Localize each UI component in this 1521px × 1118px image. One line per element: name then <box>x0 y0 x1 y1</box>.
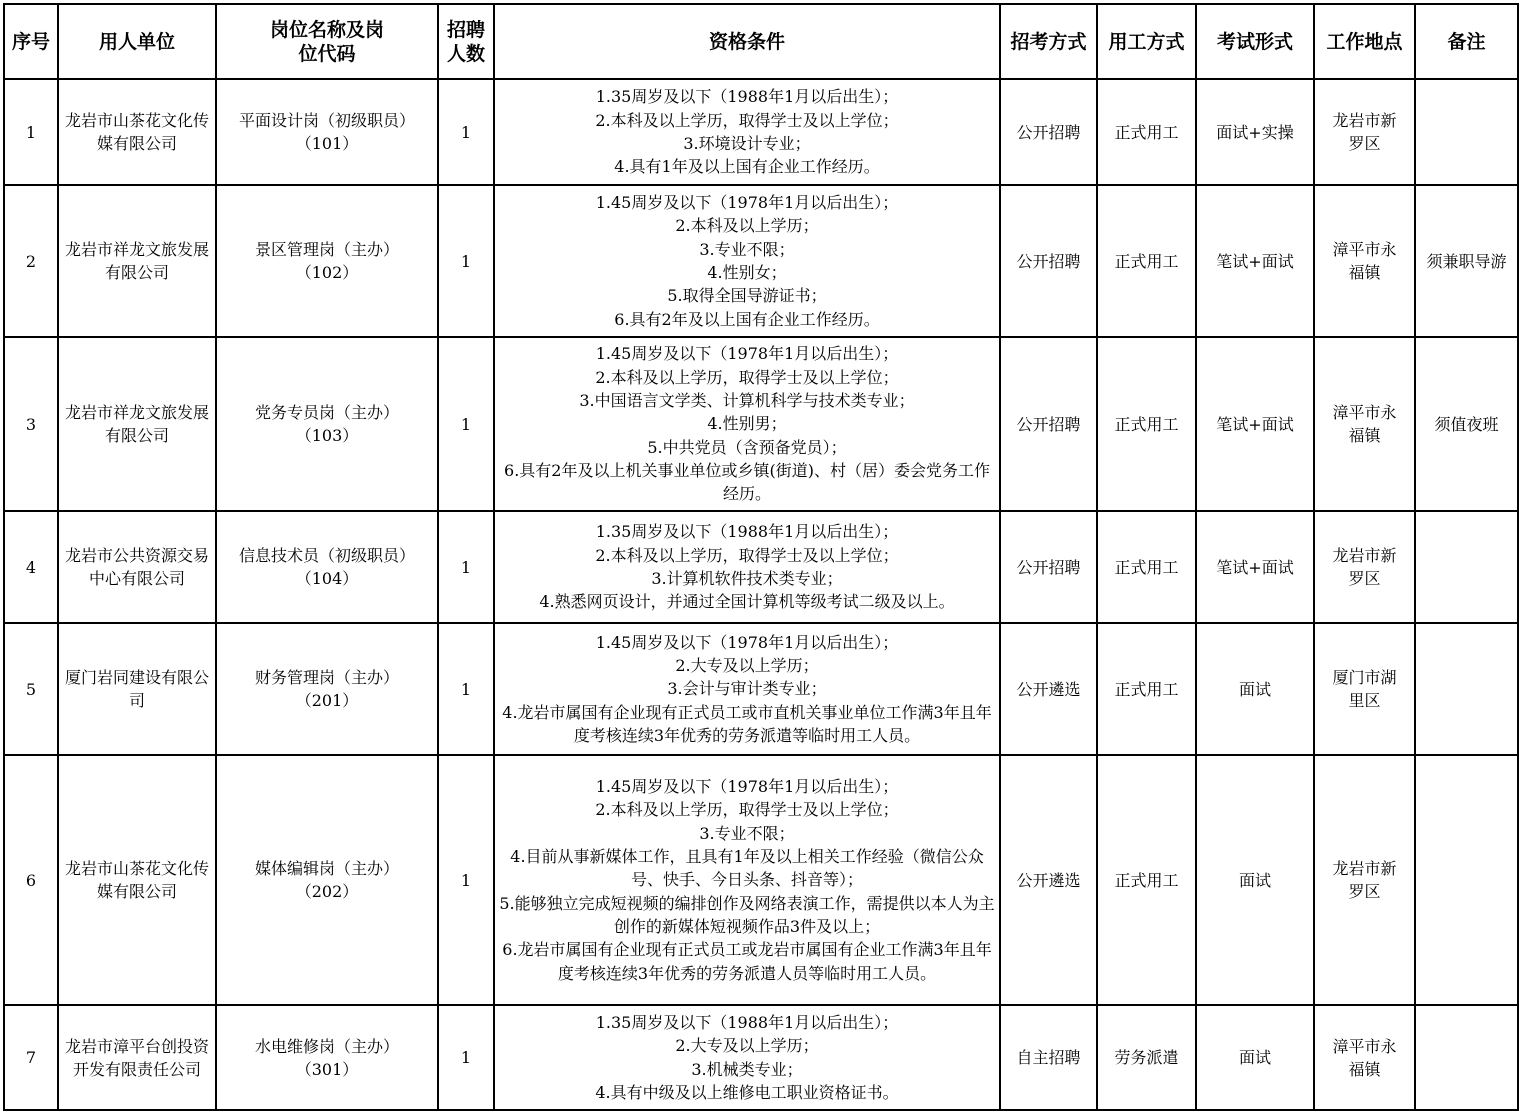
table-row <box>4 511 1518 623</box>
requirement-line: 6.具有2年及以上国有企业工作经历。 <box>614 309 880 329</box>
cell-employment: 正式用工 <box>1097 511 1196 623</box>
header-count: 招聘人数 <box>438 4 494 79</box>
cell-unit: 龙岩市公共资源交易中心有限公司 <box>58 511 216 623</box>
requirement-line: 3.计算机软件技术类专业； <box>651 569 843 588</box>
cell-unit: 龙岩市祥龙文旅发展有限公司 <box>58 337 216 511</box>
cell-exam: 面试+实操 <box>1196 79 1314 185</box>
cell-requirements <box>494 337 1000 511</box>
cell-method: 公开招聘 <box>1000 511 1097 623</box>
cell-exam: 面试 <box>1196 755 1314 1005</box>
cell-seq: 2 <box>4 185 58 337</box>
cell-count: 1 <box>438 79 494 185</box>
post-name: 水电维修岗（主办） <box>254 1036 399 1056</box>
header-exam: 考试形式 <box>1196 4 1314 79</box>
cell-employment: 正式用工 <box>1097 755 1196 1005</box>
header-seq: 序号 <box>4 4 58 79</box>
cell-requirements <box>494 1005 1000 1110</box>
header-location: 工作地点 <box>1314 4 1415 79</box>
cell-exam: 面试 <box>1196 1005 1314 1110</box>
requirement-line: 2.大专及以上学历； <box>675 656 819 676</box>
cell-unit: 龙岩市漳平台创投资开发有限责任公司 <box>58 1005 216 1110</box>
cell-employment: 正式用工 <box>1097 185 1196 337</box>
post-code: （202） <box>295 882 359 901</box>
cell-count: 1 <box>438 185 494 337</box>
cell-exam: 笔试+面试 <box>1196 185 1314 337</box>
cell-count: 1 <box>438 1005 494 1110</box>
table-row <box>4 79 1518 185</box>
cell-method: 自主招聘 <box>1000 1005 1097 1110</box>
cell-employment: 劳务派遣 <box>1097 1005 1196 1110</box>
header-row <box>4 4 1518 79</box>
post-code: （301） <box>295 1059 359 1079</box>
requirement-line: 5.取得全国导游证书； <box>667 286 827 306</box>
requirement-line: 4.性别男； <box>707 414 787 434</box>
header-requirements: 资格条件 <box>494 4 1000 79</box>
requirement-line: 1.45周岁及以下（1978年1月以后出生）； <box>595 777 899 797</box>
cell-employment: 正式用工 <box>1097 623 1196 755</box>
table-row <box>4 755 1518 1005</box>
post-name: 平面设计岗（初级职员） <box>238 111 415 130</box>
table-row <box>4 185 1518 337</box>
cell-count: 1 <box>438 755 494 1005</box>
cell-seq: 4 <box>4 511 58 623</box>
header-employment: 用工方式 <box>1097 4 1196 79</box>
cell-count: 1 <box>438 511 494 623</box>
requirement-line: 1.45周岁及以下（1978年1月以后出生）； <box>595 632 899 652</box>
cell-location: 漳平市永福镇 <box>1314 337 1415 511</box>
post-name: 媒体编辑岗（主办） <box>254 859 399 878</box>
cell-seq: 3 <box>4 337 58 511</box>
cell-exam: 笔试+面试 <box>1196 337 1314 511</box>
requirement-line: 4.性别女； <box>707 263 787 282</box>
requirement-line: 3.环境设计专业； <box>683 134 811 153</box>
cell-post <box>216 511 438 623</box>
cell-count: 1 <box>438 337 494 511</box>
requirement-line: 4.目前从事新媒体工作，且具有1年及以上相关工作经验（微信公众号、快手、今日头条、抖音等）； <box>510 847 984 890</box>
cell-post <box>216 755 438 1005</box>
requirement-line: 3.会计与审计类专业； <box>667 679 827 699</box>
cell-employment: 正式用工 <box>1097 337 1196 511</box>
requirement-line: 3.机械类专业； <box>691 1059 803 1079</box>
post-code: （104） <box>295 569 359 588</box>
requirement-line: 2.本科及以上学历； <box>675 216 819 236</box>
requirement-line: 2.本科及以上学历，取得学士及以上学位； <box>595 110 899 130</box>
table-row <box>4 1005 1518 1110</box>
cell-requirements <box>494 755 1000 1005</box>
post-code: （101） <box>295 134 359 153</box>
requirement-line: 2.本科及以上学历，取得学士及以上学位； <box>595 367 899 387</box>
cell-employment: 正式用工 <box>1097 79 1196 185</box>
cell-count: 1 <box>438 623 494 755</box>
cell-seq: 6 <box>4 755 58 1005</box>
requirement-line: 1.35周岁及以下（1988年1月以后出生）； <box>595 522 899 542</box>
cell-location: 厦门市湖里区 <box>1314 623 1415 755</box>
requirement-line: 3.中国语言文学类、计算机科学与技术类专业； <box>579 391 915 411</box>
cell-method: 公开遴选 <box>1000 623 1097 755</box>
requirement-line: 4.龙岩市属国有企业现有正式员工或市直机关事业单位工作满3年且年度考核连续3年优秀的劳务派遣等临时用工人员。 <box>502 702 992 745</box>
post-name: 党务专员岗（主办） <box>254 403 399 422</box>
cell-remark: 须兼职导游 <box>1415 185 1518 337</box>
cell-remark <box>1415 511 1518 623</box>
cell-seq: 7 <box>4 1005 58 1110</box>
requirement-line: 6.具有2年及以上机关事业单位或乡镇(街道)、村（居）委会党务工作经历。 <box>504 460 990 504</box>
requirement-line: 4.具有1年及以上国有企业工作经历。 <box>614 157 880 177</box>
header-unit: 用人单位 <box>58 4 216 79</box>
cell-remark <box>1415 1005 1518 1110</box>
table-row <box>4 337 1518 511</box>
cell-unit: 厦门岩同建设有限公司 <box>58 623 216 755</box>
requirement-line: 1.45周岁及以下（1978年1月以后出生）； <box>595 193 899 213</box>
requirement-line: 3.专业不限； <box>699 823 795 843</box>
cell-location: 龙岩市新罗区 <box>1314 511 1415 623</box>
post-name: 景区管理岗（主办） <box>254 240 399 259</box>
cell-exam: 笔试+面试 <box>1196 511 1314 623</box>
requirement-line: 2.本科及以上学历，取得学士及以上学位； <box>595 800 899 820</box>
cell-post <box>216 1005 438 1110</box>
cell-seq: 1 <box>4 79 58 185</box>
requirement-line: 1.45周岁及以下（1978年1月以后出生）； <box>595 344 899 364</box>
requirement-line: 4.具有中级及以上维修电工职业资格证书。 <box>595 1082 899 1102</box>
cell-requirements <box>494 79 1000 185</box>
cell-location: 漳平市永福镇 <box>1314 1005 1415 1110</box>
requirement-line: 2.大专及以上学历； <box>675 1036 819 1056</box>
recruitment-table <box>3 3 1519 1111</box>
cell-method: 公开招聘 <box>1000 337 1097 511</box>
post-code: （102） <box>295 263 359 282</box>
cell-remark <box>1415 79 1518 185</box>
cell-remark <box>1415 623 1518 755</box>
cell-remark <box>1415 755 1518 1005</box>
post-name: 信息技术员（初级职员） <box>238 546 415 565</box>
cell-location: 龙岩市新罗区 <box>1314 79 1415 185</box>
requirement-line: 2.本科及以上学历，取得学士及以上学位； <box>595 545 899 565</box>
cell-seq: 5 <box>4 623 58 755</box>
header-remark: 备注 <box>1415 4 1518 79</box>
header-method: 招考方式 <box>1000 4 1097 79</box>
cell-location: 龙岩市新罗区 <box>1314 755 1415 1005</box>
requirement-line: 1.35周岁及以下（1988年1月以后出生）； <box>595 87 899 107</box>
table-row <box>4 623 1518 755</box>
cell-requirements <box>494 511 1000 623</box>
cell-unit: 龙岩市山茶花文化传媒有限公司 <box>58 79 216 185</box>
cell-requirements <box>494 623 1000 755</box>
cell-unit: 龙岩市山茶花文化传媒有限公司 <box>58 755 216 1005</box>
cell-requirements <box>494 185 1000 337</box>
cell-location: 漳平市永福镇 <box>1314 185 1415 337</box>
requirement-line: 3.专业不限； <box>699 239 795 259</box>
cell-post <box>216 185 438 337</box>
requirement-line: 1.35周岁及以下（1988年1月以后出生）； <box>595 1012 899 1032</box>
post-code: （103） <box>295 426 359 445</box>
cell-method: 公开招聘 <box>1000 185 1097 337</box>
requirement-line: 6.龙岩市属国有企业现有正式员工或龙岩市属国有企业工作满3年且年度考核连续3年优秀的劳务派遣人员等临时用工人员。 <box>502 940 992 983</box>
cell-post <box>216 79 438 185</box>
post-code: （201） <box>295 691 359 710</box>
cell-method: 公开招聘 <box>1000 79 1097 185</box>
header-post: 岗位名称及岗位代码 <box>216 4 438 79</box>
cell-remark: 须值夜班 <box>1415 337 1518 511</box>
requirement-line: 5.能够独立完成短视频的编排创作及网络表演工作，需提供以本人为主创作的新媒体短视频作品3件及以上； <box>499 893 995 936</box>
cell-post <box>216 623 438 755</box>
requirement-line: 5.中共党员（含预备党员）； <box>647 437 847 457</box>
cell-unit: 龙岩市祥龙文旅发展有限公司 <box>58 185 216 337</box>
requirement-line: 4.熟悉网页设计，并通过全国计算机等级考试二级及以上。 <box>539 592 955 612</box>
cell-method: 公开遴选 <box>1000 755 1097 1005</box>
cell-exam: 面试 <box>1196 623 1314 755</box>
cell-post <box>216 337 438 511</box>
post-name: 财务管理岗（主办） <box>254 668 399 687</box>
